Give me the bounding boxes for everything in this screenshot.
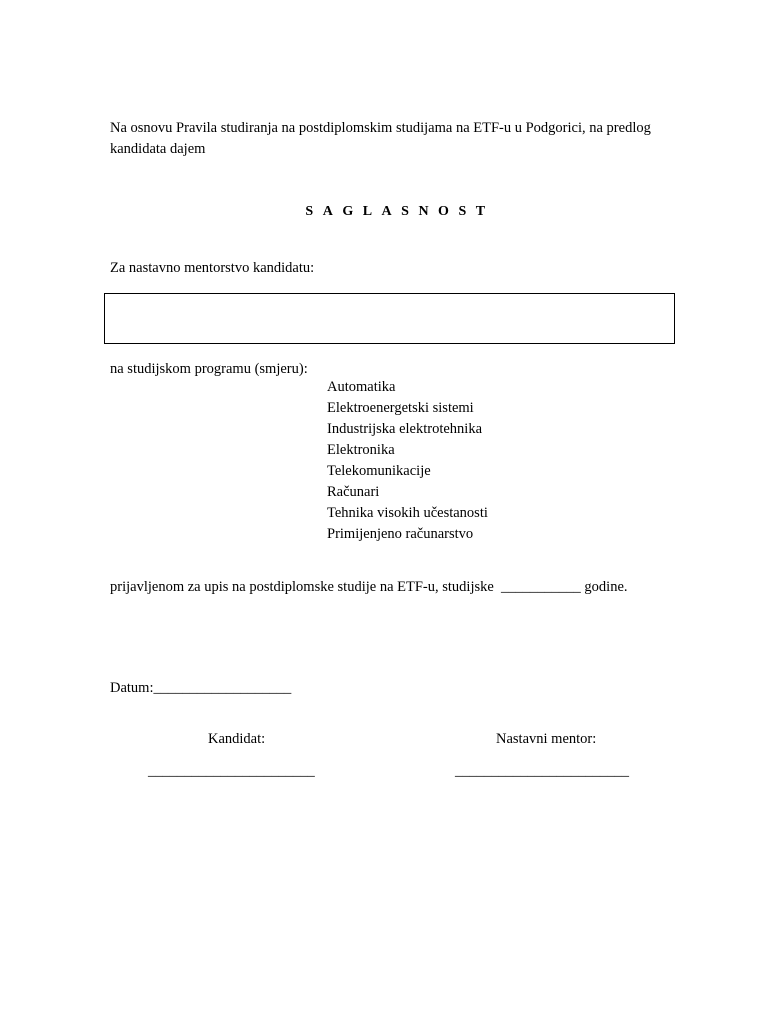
candidate-name-field[interactable] <box>104 293 675 344</box>
candidate-label: Kandidat: <box>208 731 266 747</box>
mentor-signature-line: ________________________ <box>455 763 629 779</box>
program-item-telekomunikacije: Telekomunikacije <box>327 463 431 479</box>
program-item-primijenjeno-racunarstvo: Primijenjeno računarstvo <box>327 526 474 542</box>
enrollment-statement: prijavljenom za upis na postdiplomske studije na ETF-u, studijske ___________ godine. <box>110 579 628 595</box>
program-item-elektronika: Elektronika <box>327 442 395 458</box>
program-item-tehnika-visokih-ucestanosti: Tehnika visokih učestanosti <box>327 505 488 521</box>
candidate-signature-line: _______________________ <box>148 763 315 779</box>
program-item-industrijska-elektrotehnika: Industrijska elektrotehnika <box>327 421 483 437</box>
mentorship-label: Za nastavno mentorstvo kandidatu: <box>110 260 315 276</box>
program-label: na studijskom programu (smjeru): <box>110 361 308 377</box>
program-item-automatika: Automatika <box>327 379 396 395</box>
program-item-racunari: Računari <box>327 484 380 500</box>
date-field: Datum:___________________ <box>110 680 292 696</box>
program-item-elektroenergetski-sistemi: Elektroenergetski sistemi <box>327 400 474 416</box>
program-list <box>327 377 488 545</box>
mentor-label: Nastavni mentor: <box>496 731 597 747</box>
intro-paragraph: Na osnovu Pravila studiranja na postdiplomskim studijama na ETF-u u Podgorici, na predlog kandidata dajem <box>110 120 651 157</box>
document-title: SAGLASNOST <box>305 204 495 219</box>
